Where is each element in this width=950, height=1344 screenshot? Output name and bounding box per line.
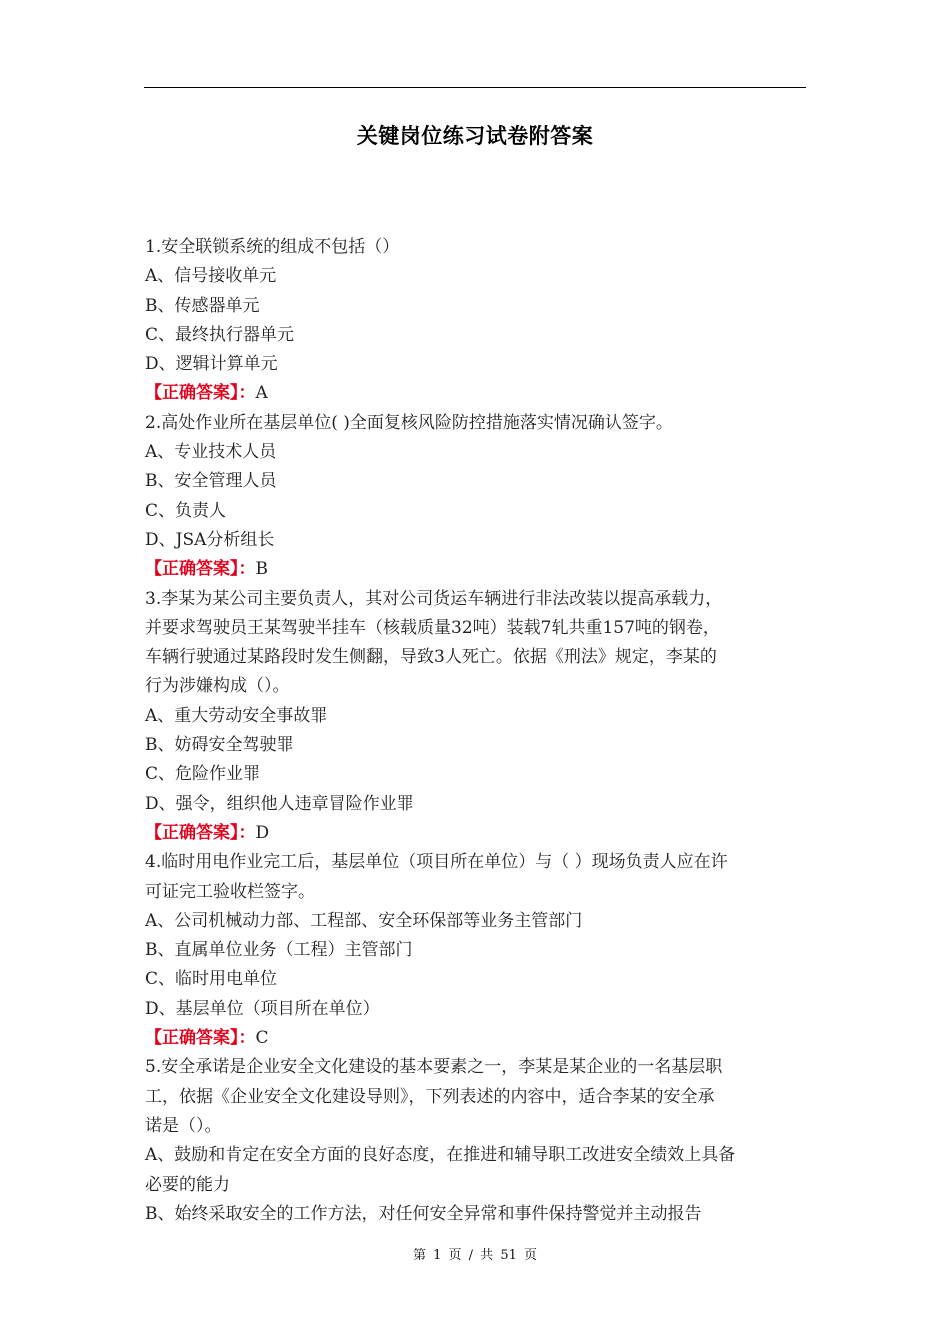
answer-option: D、基层单位（项目所在单位） <box>145 998 380 1019</box>
footer-page-number: 1 <box>433 1248 442 1263</box>
correct-answer <box>145 819 809 848</box>
question-block <box>145 409 809 585</box>
answer-option: C、最终执行器单元 <box>145 324 295 345</box>
correct-answer-value: A <box>255 383 268 404</box>
answer-option: A、鼓励和肯定在安全方面的良好态度，在推进和辅导职工改进安全绩效上具备 <box>145 1145 736 1166</box>
header-rule <box>144 87 806 88</box>
question-stem-line: 并要求驾驶员王某驾驶半挂车（核载质量32吨）装载7轧共重157吨的钢卷， <box>145 617 720 638</box>
answer-option: B、始终采取安全的工作方法，对任何安全异常和事件保持警觉并主动报告 <box>145 1203 702 1224</box>
correct-answer-value: D <box>255 822 270 843</box>
answer-option: D、逻辑计算单元 <box>145 354 278 375</box>
answer-option: C、危险作业罪 <box>145 764 261 785</box>
question-stem-line: 2.高处作业所在基层单位( )全面复核风险防控措施落实情况确认签字。 <box>145 412 673 433</box>
question-stem-line: 4.临时用电作业完工后，基层单位（项目所在单位）与（ ）现场负责人应在许 <box>145 852 728 873</box>
answer-option: C、临时用电单位 <box>145 969 278 990</box>
footer-prefix: 第 <box>412 1248 426 1263</box>
answer-option: A、专业技术人员 <box>145 442 277 463</box>
question-block <box>145 848 809 1053</box>
correct-answer-label: 【正确答案】： <box>145 1028 256 1049</box>
question-block <box>145 1053 809 1229</box>
question-stem-line: 可证完工验收栏签字。 <box>145 881 315 902</box>
correct-answer-label: 【正确答案】： <box>145 383 256 404</box>
answer-option: B、安全管理人员 <box>145 471 277 492</box>
correct-answer <box>145 379 809 408</box>
answer-option: A、重大劳动安全事故罪 <box>145 705 328 726</box>
question-block <box>145 585 809 849</box>
question-stem-line: 3.李某为某公司主要负责人，其对公司货运车辆进行非法改装以提高承载力， <box>145 588 723 609</box>
correct-answer-value: C <box>255 1028 269 1049</box>
footer-total-pages: 51 <box>500 1248 517 1263</box>
answer-option: B、妨碍安全驾驶罪 <box>145 735 294 756</box>
question-block <box>145 233 809 409</box>
answer-option: A、信号接收单元 <box>145 266 277 287</box>
question-stem-line: 工，依据《企业安全文化建设导则》，下列表述的内容中，适合李某的安全承 <box>145 1086 715 1107</box>
correct-answer-value: B <box>255 559 268 580</box>
question-list <box>145 233 809 1229</box>
footer-suffix: 页 <box>524 1248 538 1263</box>
answer-option: B、传感器单元 <box>145 295 260 316</box>
answer-option: A、公司机械动力部、工程部、安全环保部等业务主管部门 <box>145 910 583 931</box>
question-stem-line: 诺是（）。 <box>145 1115 222 1136</box>
question-stem-line: 车辆行驶通过某路段时发生侧翻，导致3人死亡。依据《刑法》规定，李某的 <box>145 647 717 668</box>
correct-answer <box>145 555 809 584</box>
correct-answer-label: 【正确答案】： <box>145 822 256 843</box>
question-stem-line: 行为涉嫌构成（）。 <box>145 676 290 697</box>
footer-middle: 页 / 共 <box>448 1248 494 1263</box>
question-stem-line: 5.安全承诺是企业安全文化建设的基本要素之一，李某是某企业的一名基层职 <box>145 1057 723 1078</box>
question-stem-line: 1.安全联锁系统的组成不包括（） <box>145 237 400 257</box>
correct-answer-label: 【正确答案】： <box>145 559 256 580</box>
correct-answer <box>145 1024 809 1053</box>
answer-option: 必要的能力 <box>145 1174 230 1195</box>
answer-option: D、强令，组织他人违章冒险作业罪 <box>145 793 414 814</box>
page-title: 关键岗位练习试卷附答案 <box>356 124 594 148</box>
answer-option: D、JSA分析组长 <box>145 529 275 550</box>
page-footer <box>0 1244 950 1263</box>
answer-option: C、负责人 <box>145 500 227 521</box>
answer-option: B、直属单位业务（工程）主管部门 <box>145 940 413 961</box>
